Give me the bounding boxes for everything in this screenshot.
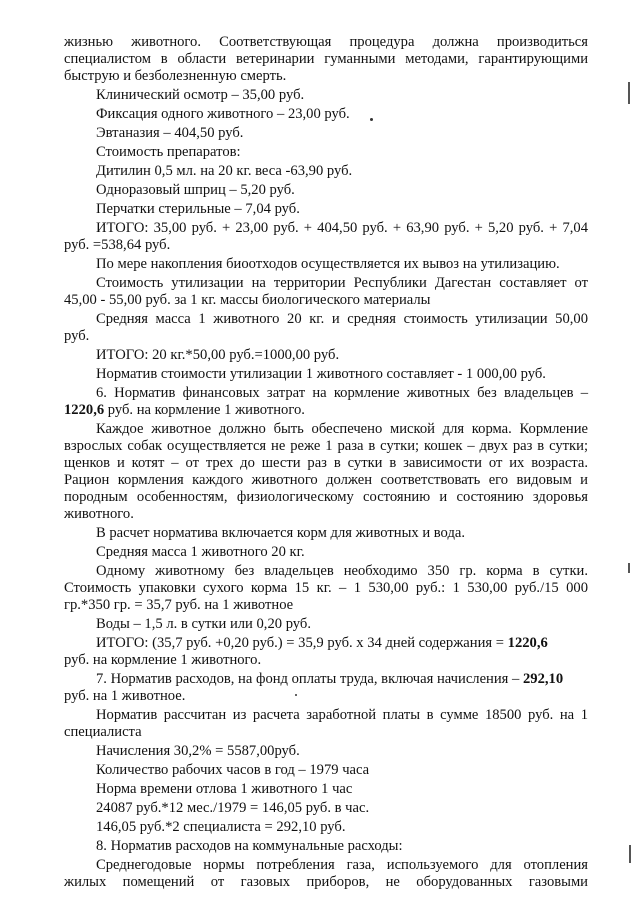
text-line: 146,05 руб.*2 специалиста = 292,10 руб.: [96, 819, 346, 835]
scan-edge-mark: [628, 563, 630, 573]
text-line: Средняя масса 1 животного 20 кг.: [96, 544, 305, 560]
text-line: Стоимость препаратов:: [96, 144, 241, 160]
text-line: Норма времени отлова 1 животного 1 час: [96, 781, 353, 797]
text-line: Дитилин 0,5 мл. на 20 кг. веса -63,90 руб.: [96, 163, 353, 179]
text-line: взрослых собак осуществляется не реже 1 раза в сутки; кошек – двух раз в сутки;: [64, 438, 588, 454]
scan-speck: [370, 118, 373, 121]
text-line: Норматив стоимости утилизации 1 животного составляет - 1 000,00 руб.: [96, 366, 546, 382]
text-line: Эвтаназия – 404,50 руб.: [96, 125, 244, 141]
text-line: 45,00 - 55,00 руб. за 1 кг. массы биологического материалы: [64, 292, 431, 308]
scan-speck: [295, 694, 297, 696]
text-line: Одноразовый шприц – 5,20 руб.: [96, 182, 295, 198]
bold-amount: 1220,6: [507, 635, 548, 651]
text-line: щенков и котят – от трех до шести раз в сутки в зависимости от их возраста.: [64, 455, 588, 471]
text-line: руб. на кормление 1 животного.: [64, 652, 262, 668]
text-line: Клинический осмотр – 35,00 руб.: [96, 87, 305, 103]
scan-edge-mark: [628, 82, 630, 104]
text-line: жизнью животного. Соответствующая процедура должна производиться: [64, 34, 588, 50]
text-line: Среднегодовые нормы потребления газа, используемого для отопления: [96, 857, 588, 873]
bold-amount: 292,10: [523, 671, 564, 687]
text-line: 8. Норматив расходов на коммунальные расходы:: [96, 838, 403, 854]
text-line: По мере накопления биоотходов осуществляется их вывоз на утилизацию.: [96, 256, 560, 272]
text-line: породным особенностям, физиологическому состоянию и состоянию здоровья: [64, 489, 588, 505]
text-line: 24087 руб.*12 мес./1979 = 146,05 руб. в час.: [96, 800, 370, 816]
scan-edge-mark: [629, 845, 631, 863]
text-line: В расчет норматива включается корм для животных и вода.: [96, 525, 465, 541]
text-line: [64, 402, 305, 419]
text-line: Начисления 30,2% = 5587,00руб.: [96, 743, 300, 759]
text-line: Перчатки стерильные – 7,04 руб.: [96, 201, 300, 217]
text-line: руб. на 1 животное.: [64, 688, 186, 704]
text-line: Одному животному без владельцев необходимо 350 гр. корма в сутки.: [96, 563, 588, 579]
text-line: специалиста: [64, 724, 142, 740]
text-line: Средняя масса 1 животного 20 кг. и средняя стоимость утилизации 50,00: [96, 311, 588, 327]
text-line: Каждое животное должно быть обеспечено миской для корма. Кормление: [96, 421, 588, 437]
text-line: Воды – 1,5 л. в сутки или 0,20 руб.: [96, 616, 311, 632]
text-line: жилых помещений от газовых приборов, не оборудованных газовыми: [64, 874, 588, 890]
text-line: Стоимость упаковки сухого корма 15 кг. – 1 530,00 руб.: 1 530,00 руб./15 000: [64, 580, 588, 596]
bold-amount: 1220,6: [64, 402, 105, 418]
text-line: животного.: [64, 506, 134, 522]
text-line: ИТОГО: 20 кг.*50,00 руб.=1000,00 руб.: [96, 347, 340, 363]
text-line: руб. =538,64 руб.: [64, 237, 171, 253]
text-line: ИТОГО: 35,00 руб. + 23,00 руб. + 404,50 руб. + 63,90 руб. + 5,20 руб. + 7,04: [96, 220, 588, 236]
text-fragment: ИТОГО: (35,7 руб. +0,20 руб.) = 35,9 руб. х 34 дней содержания =: [96, 635, 508, 651]
text-line: [96, 671, 563, 688]
text-fragment: руб. на кормление 1 животного.: [104, 402, 305, 418]
text-line: Фиксация одного животного – 23,00 руб.: [96, 106, 350, 122]
text-line: быструю и безболезненную смерть.: [64, 68, 287, 84]
text-fragment: 7. Норматив расходов, на фонд оплаты труда, включая начисления –: [96, 671, 523, 687]
text-line: [96, 635, 548, 652]
text-line: руб.: [64, 328, 90, 344]
text-line: Количество рабочих часов в год – 1979 часа: [96, 762, 370, 778]
text-line: Норматив рассчитан из расчета заработной платы в сумме 18500 руб. на 1: [96, 707, 588, 723]
text-line: гр.*350 гр. = 35,7 руб. на 1 животное: [64, 597, 294, 613]
text-line: специалистом в области ветеринарии гуманными методами, гарантирующими: [64, 51, 588, 67]
text-line: Рацион кормления каждого животного должен соответствовать его видовым и: [64, 472, 588, 488]
text-line: Стоимость утилизации на территории Республики Дагестан составляет от: [96, 275, 588, 291]
text-line: 6. Норматив финансовых затрат на кормление животных без владельцев –: [96, 385, 588, 401]
